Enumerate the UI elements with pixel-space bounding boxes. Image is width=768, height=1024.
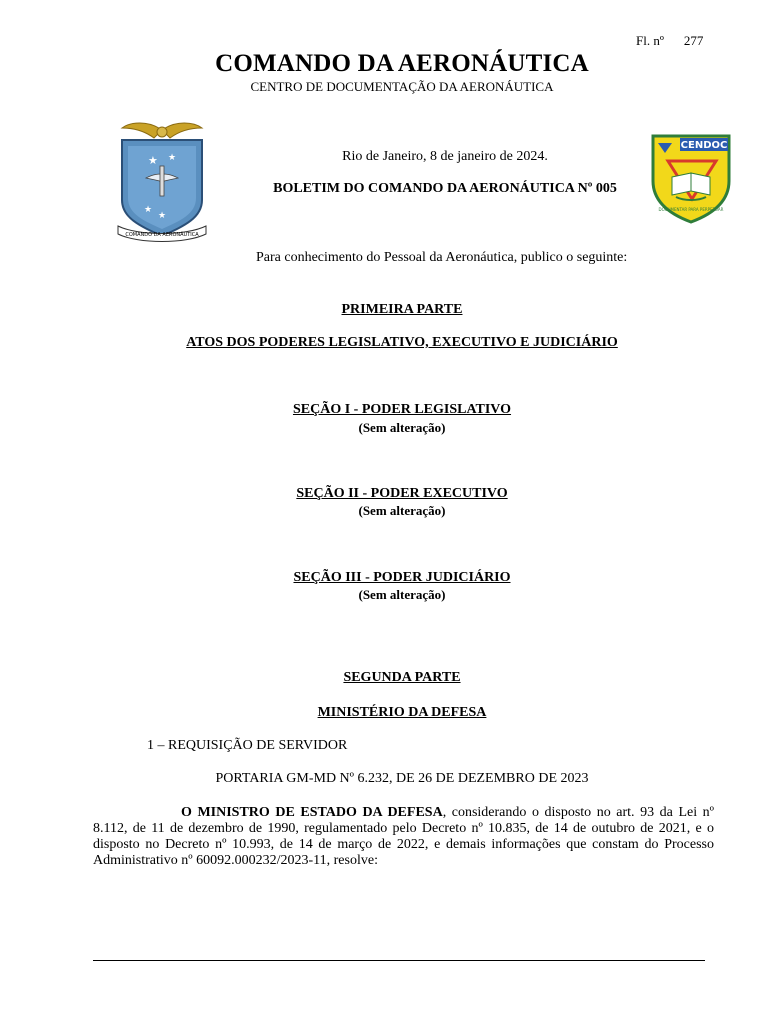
paragraph-lead: O MINISTRO DE ESTADO DA DEFESA [181, 805, 443, 820]
page-number-value: 277 [683, 33, 704, 48]
part1-subheading: ATOS DOS PODERES LEGISLATIVO, EXECUTIVO E JUDICIÁRIO [186, 335, 618, 350]
part2-heading: SEGUNDA PARTE [343, 670, 461, 685]
comando-aeronautica-emblem [108, 108, 216, 248]
paragraph-body: , considerando o disposto no art. 93 da Lei nº 8.112, de 11 de dezembro de 1990, regulamentado pelo Decreto nº 10.835, de 14 de outubro de 2021, e o disposto no Decreto nº 10.993, de 14 de março de 2022, e demais informações que constam do Processo Administrativo nº 60092.000232/2023-11, resolve: [93, 805, 714, 868]
item-requisicao: 1 – REQUISIÇÃO DE SERVIDOR [147, 738, 348, 753]
document-subtitle: CENTRO DE DOCUMENTAÇÃO DA AERONÁUTICA [250, 79, 554, 94]
emblem-ribbon-text: COMANDO DA AERONÁUTICA [125, 232, 199, 238]
svg-text:★: ★ [168, 153, 177, 163]
portaria-paragraph [93, 805, 714, 869]
svg-text:★: ★ [148, 154, 158, 167]
document-title: COMANDO DA AERONÁUTICA [215, 50, 589, 77]
page-number [636, 33, 703, 49]
cendoc-logo [650, 133, 732, 225]
svg-text:★: ★ [158, 211, 167, 221]
portaria-title: PORTARIA GM-MD Nº 6.232, DE 26 DE DEZEMBRO DE 2023 [215, 771, 589, 786]
section-executivo-note: (Sem alteração) [358, 503, 446, 518]
section-executivo-title: SEÇÃO II - PODER EXECUTIVO [296, 486, 508, 501]
part1-heading: PRIMEIRA PARTE [341, 302, 463, 317]
section-judiciario-title: SEÇÃO III - PODER JUDICIÁRIO [293, 570, 511, 585]
section-judiciario-note: (Sem alteração) [358, 587, 446, 602]
cendoc-motto: DOCUMENTAR PARA PERPETUAR [658, 207, 724, 212]
section-legislativo-note: (Sem alteração) [358, 420, 446, 435]
bulletin-number: BOLETIM DO COMANDO DA AERONÁUTICA Nº 005 [273, 181, 617, 196]
bulletin-intro: Para conhecimento do Pessoal da Aeronáutica, publico o seguinte: [256, 250, 628, 265]
svg-text:★: ★ [144, 205, 153, 215]
part2-subheading: MINISTÉRIO DA DEFESA [317, 705, 487, 720]
section-legislativo-title: SEÇÃO I - PODER LEGISLATIVO [292, 402, 512, 417]
cendoc-label: CENDOC [680, 140, 728, 151]
page-number-label: Fl. nº [636, 33, 664, 48]
bulletin-date: Rio de Janeiro, 8 de janeiro de 2024. [342, 149, 548, 164]
footer-rule [93, 960, 705, 961]
